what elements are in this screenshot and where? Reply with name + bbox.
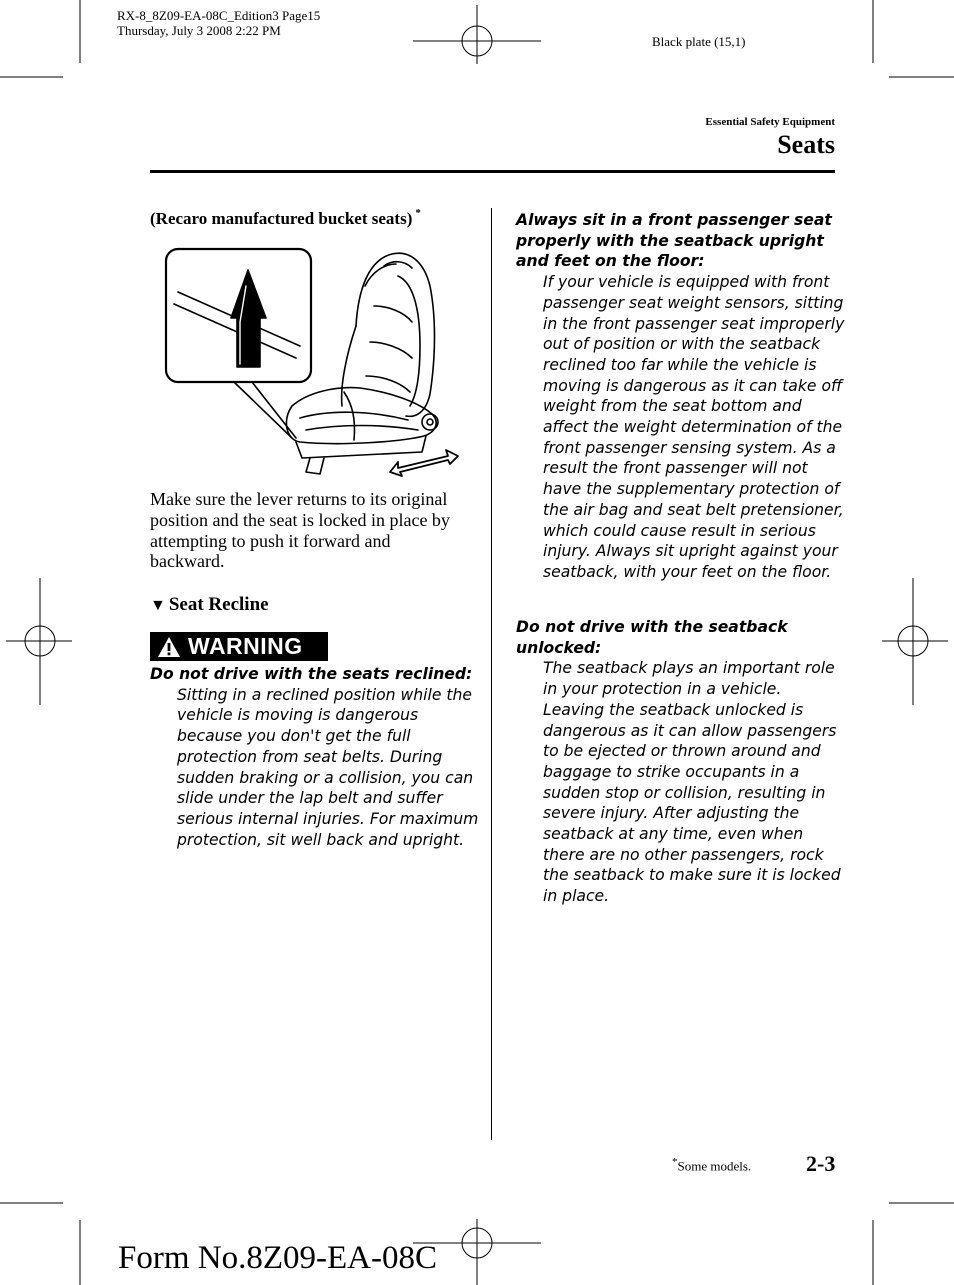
column-divider [491,208,492,1140]
warning-label: WARNING [188,633,303,659]
warning-passenger-body: If your vehicle is equipped with front passenger seat weight sensors, sitting in the front passenger seat improperly out of position or with the seatback reclined too far while the vehicle is moving is dangerous as it can take off weight from the seat bottom and affect the weight determination of the front passenger sensing system. As a result the front passenger will not have the supplementary protection of the air bag and seat belt pretensioner, which could cause result in serious injury. Always sit upright against your seatback, with your feet on the floor. [543,273,845,581]
page-title: Seats [777,130,835,159]
footnote-mark: * [672,1156,678,1168]
seat-recline-heading-text: Seat Recline [168,594,269,615]
warning-passenger-seat [516,210,846,583]
print-job-filename: RX-8_8Z09-EA-08C_Edition3 Page15 [117,8,321,23]
some-models-mark: * [415,207,421,219]
recaro-heading-text: (Recaro manufactured bucket seats) [150,209,413,228]
warning-reclined-seats [150,664,480,850]
warning-reclined-heading: Do not drive with the seats reclined: [150,665,473,683]
warning-seatback-heading: Do not drive with the seatback unlocked: [516,618,788,657]
footnote-text: Some models. [677,1158,752,1174]
title-rule [150,170,835,173]
print-job-header [117,8,320,38]
plate-label: Black plate (15,1) [652,34,746,49]
footnote [672,1156,751,1174]
lever-instruction-text: Make sure the lever returns to its original position and the seat is locked in place by attempting to push it forward and backward. [150,489,450,572]
form-number: Form No.8Z09-EA-08C [118,1240,437,1276]
warning-passenger-heading: Always sit in a front passenger seat properly with the seatback upright and feet on the floor: [516,211,832,271]
triangle-marker-icon: ▼ [150,597,166,614]
recaro-heading [150,209,468,229]
seat-recline-heading [150,594,468,616]
warning-reclined-body: Sitting in a reclined position while the vehicle is moving is dangerous because you don't get the full protection from seat belts. During sudden braking or a collision, you can slide under the lap belt and suffer serious internal injuries. For maximum protection, sit well back and upright. [177,685,479,849]
warning-badge [150,632,328,661]
warning-seatback-body: The seatback plays an important role in your protection in a vehicle. Leaving the seatback unlocked is dangerous as it can allow passengers to be ejected or thrown around and baggage to strike occupants in a sudden stop or collision, resulting in severe injury. After adjusting the seatback at any time, even when there are no other passengers, rock the seatback to make sure it is locked in place. [543,659,841,906]
section-label: Essential Safety Equipment [705,116,835,128]
page-number: 2-3 [806,1151,836,1176]
warning-triangle-icon [150,632,188,661]
recaro-seat-illustration [160,246,460,478]
print-job-timestamp: Thursday, July 3 2008 2:22 PM [117,23,281,38]
warning-seatback-unlocked [516,617,846,907]
